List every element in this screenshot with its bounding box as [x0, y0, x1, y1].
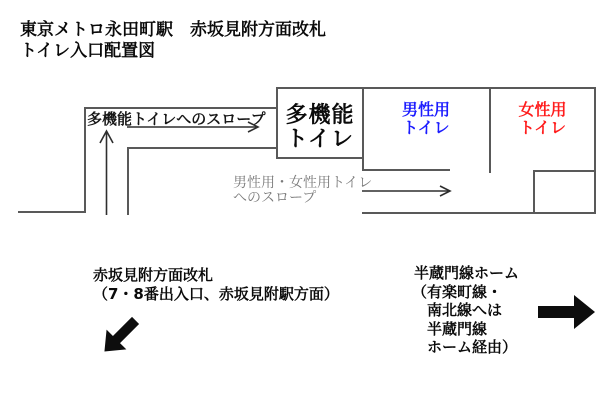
up-arrow-icon — [99, 127, 115, 215]
mens-womens-ramp-label: 男性用・女性用トイレ へのスロープ — [233, 175, 373, 206]
wall-notch-top — [533, 170, 596, 172]
wall-bottom-left — [18, 211, 86, 213]
platform-direction-label: 半蔵門線ホーム （有楽町線・ 南北線へは 半蔵門線 ホーム経由） — [412, 264, 520, 356]
wall-corridor-bottom — [362, 212, 596, 214]
page-title-line1: 東京メトロ永田町駅 赤坂見附方面改札 — [20, 20, 326, 40]
mens-toilet-label: 男性用 トイレ — [401, 100, 450, 137]
mens-womens-ramp-arrow-icon — [362, 184, 454, 198]
womens-toilet-label: 女性用 トイレ — [518, 100, 567, 137]
wall-inner-vertical — [127, 147, 129, 215]
multi-function-toilet-label: 多機能 トイレ — [285, 103, 355, 152]
page-title-line2: トイレ入口配置図 — [20, 41, 156, 61]
multi-ramp-arrow-icon — [127, 120, 263, 134]
multi-ramp-label: 多機能トイレへのスロープ — [87, 110, 266, 128]
wall-mens-room-bottom — [362, 169, 450, 171]
page-title — [20, 20, 326, 62]
platform-direction-arrow-icon — [538, 291, 596, 333]
wall-notch-left — [533, 170, 535, 214]
wall-block-top — [276, 87, 596, 89]
wall-inner-horizontal — [127, 147, 278, 149]
wall-corridor-left — [84, 107, 86, 213]
wall-multi-room-bottom — [276, 157, 364, 159]
gate-direction-arrow-icon — [95, 312, 143, 360]
gate-direction-label: 赤坂見附方面改札 （7・8番出入口、赤坂見附駅方面） — [93, 266, 339, 303]
